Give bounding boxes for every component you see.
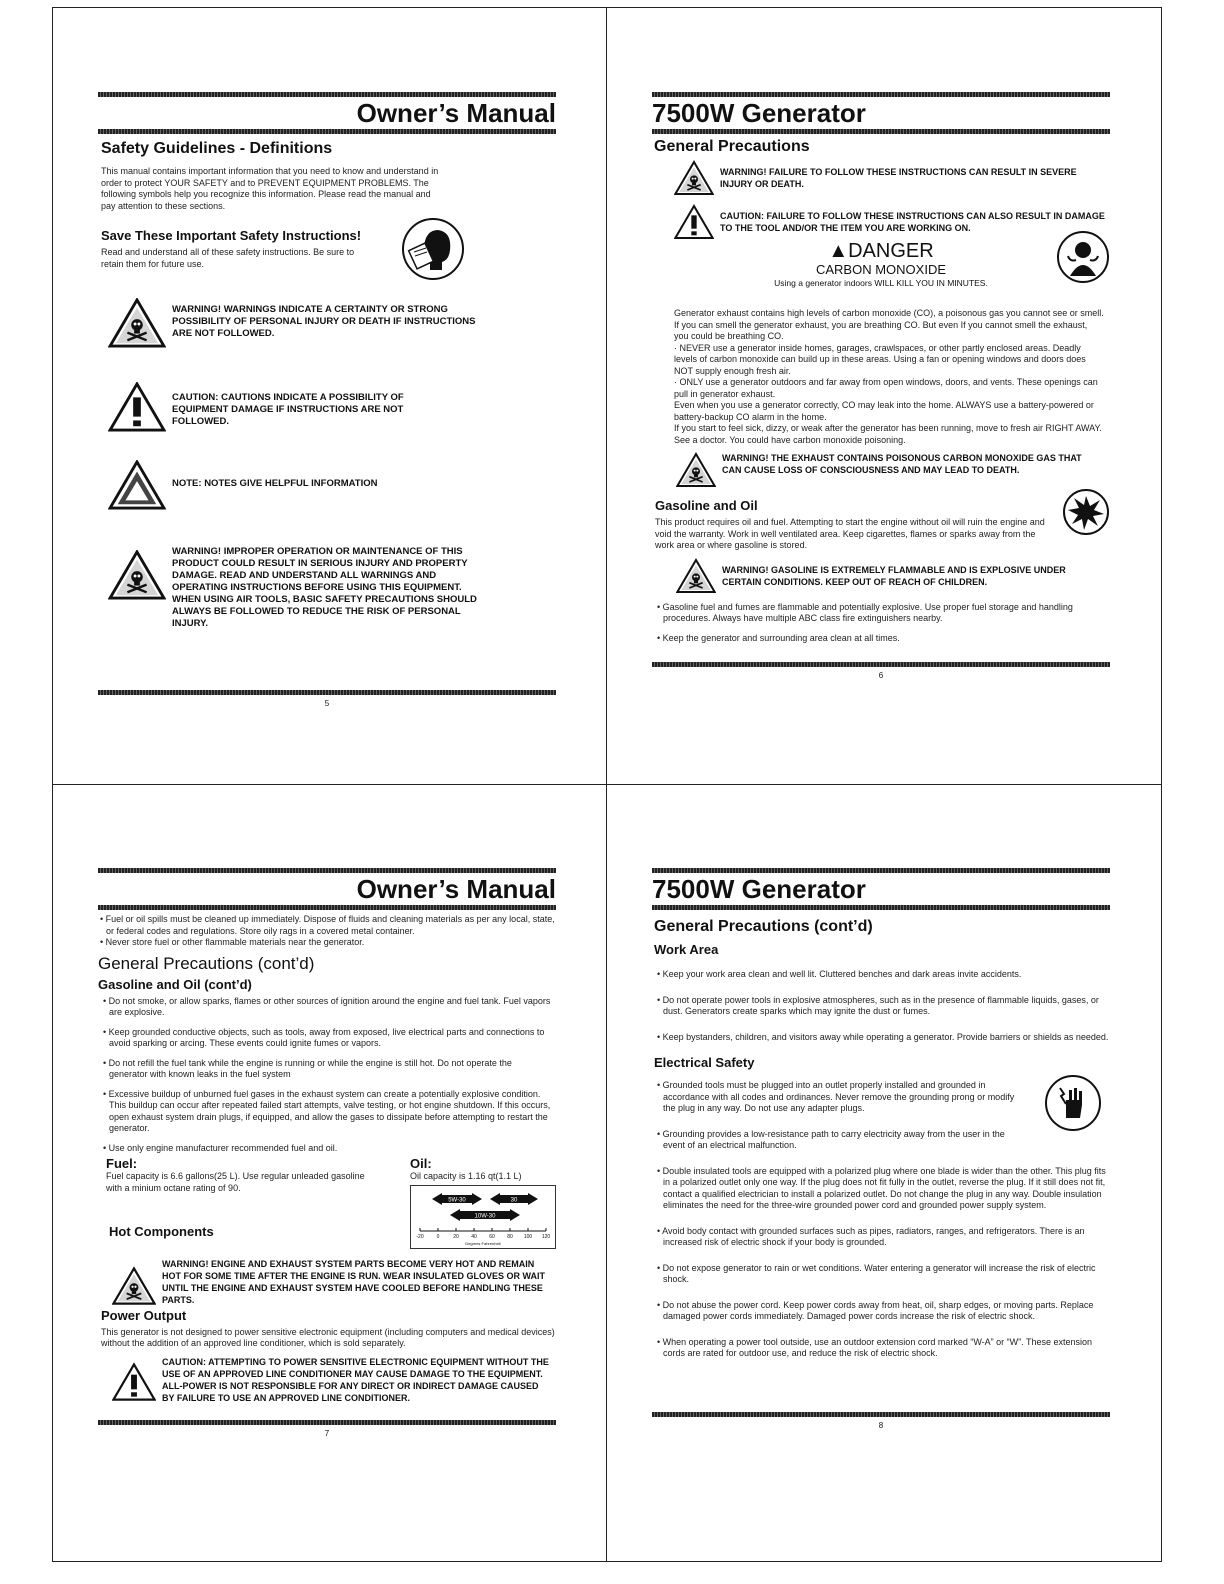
header-rule — [98, 868, 556, 873]
footer-rule — [98, 690, 556, 695]
list-item: • Do not expose generator to rain or wet conditions. Water entering a generator will increase the risk of electric shock. — [657, 1262, 1096, 1284]
warning-skull-icon — [112, 1266, 156, 1306]
page-header: Owner’s Manual — [356, 98, 556, 128]
warning-hot-components: WARNING! ENGINE AND EXHAUST SYSTEM PARTS BECOME VERY HOT AND REMAIN HOT FOR SOME TIME AFTER THE ENGINE IS RUN. WEAR INSULATED GLOVES OR WAIT UNTIL THE ENGINE AND EXHAUST SYSTEM HAVE COOLED BEFORE HANDLING THESE PARTS. — [112, 1258, 556, 1306]
warning-skull-icon — [108, 298, 166, 348]
co-paragraphs: Generator exhaust contains high levels of carbon monoxide (CO), a poisonous gas you cannot see or smell. If you can smell the generator exhaust, you are breathing CO. But even If you cannot smell the exhaust, you could be breathing CO. · NEVER use a generator inside homes, garages, crawlspaces, or other partly enclosed areas. Deadly levels of carbon monoxide can build up in these areas. Using a fan or opening windows and doors does NOT supply enough fresh air. · ONLY use a generator outdoors and far away from open windows, doors, and vents. These openings can pull in generator exhaust. Even when you use a generator correctly, CO may leak into the home. ALWAYS use a battery-powered or battery-backup CO alarm in the home. If you start to feel sick, dizzy, or weak after the generator has been running, move to fresh air RIGHT AWAY. See a doctor. You could have carbon monoxide poisoning. — [674, 308, 1104, 445]
oil-chart-tick-label: 80 — [507, 1233, 513, 1240]
oil-label: Oil: — [410, 1156, 432, 1171]
page-header: 7500W Generator — [652, 98, 866, 128]
power-output-title: Power Output — [101, 1307, 187, 1323]
explosion-icon — [1062, 488, 1110, 536]
page-6 — [652, 92, 1110, 680]
list-item: • Avoid body contact with grounded surfaces such as pipes, radiators, ranges, and refrigerators. There is an increased risk of electric shock if your body is grounded. — [657, 1225, 1085, 1247]
fuel-text: Fuel capacity is 6.6 gallons(25 L). Use regular unleaded gasoline with a minium octane rating of 90. — [106, 1171, 365, 1193]
page-header: Owner’s Manual — [356, 874, 556, 904]
list-item: • Never store fuel or other flammable materials near the generator. — [100, 937, 365, 947]
warning-skull-icon — [676, 452, 716, 488]
section-title: General Precautions — [654, 138, 810, 155]
oil-chart-tick-label: 0 — [436, 1233, 440, 1240]
page-7 — [98, 868, 556, 1438]
fuel-label: Fuel: — [106, 1156, 138, 1171]
oil-grade-label: 10W-30 — [474, 1213, 496, 1219]
caution-power: CAUTION: ATTEMPTING TO POWER SENSITIVE ELECTRONIC EQUIPMENT WITHOUT THE USE OF AN APPROVED LINE CONDITIONER MAY CAUSE DAMAGE TO THE EQUIPMENT. ALL-POWER IS NOT RESPONSIBLE FOR ANY DIRECT OR INDIRECT DAMAGE CAUSED BY FAILURE TO USE AN APPROVED LINE CONDITIONER. — [112, 1356, 556, 1404]
list-item: • Grounded tools must be plugged into an outlet properly installed and grounded in accordance with all codes and ordinances. Never remove the grounding prong or modify the plug in any way. Do not use any adapter plugs. — [657, 1080, 1015, 1113]
list-item: • Keep the generator and surrounding area clean at all times. — [657, 632, 900, 643]
caution-definition: CAUTION: CAUTIONS INDICATE A POSSIBILITY OF EQUIPMENT DAMAGE IF INSTRUCTIONS ARE NOT FOLLOWED. — [108, 382, 556, 432]
list-item: • Do not refill the fuel tank while the engine is running or while the engine is still hot. Do not operate the generator with known leaks in the fuel system — [103, 1057, 512, 1079]
caution-exclamation-icon — [674, 204, 714, 240]
gasoline-title: Gasoline and Oil (cont’d) — [98, 976, 252, 992]
reading-manual-icon — [400, 218, 466, 280]
danger-title: ▲DANGER — [828, 240, 934, 262]
list-item: • Excessive buildup of unburned fuel gases in the exhaust system can create a potentially explosive condition. This buildup can occur after repeated failed start attempts, valve testing, or hot engine shutdown. If this occurs, open exhaust system drain plugs, if equipped, and allow the gases to dissipate before attempting to restart the generator. — [103, 1088, 551, 1133]
list-item: • Use only engine manufacturer recommended fuel and oil. — [103, 1142, 338, 1153]
note-definition: NOTE: NOTES GIVE HELPFUL INFORMATION — [108, 460, 556, 510]
horizontal-divider — [52, 784, 1162, 785]
gasoline-title: Gasoline and Oil — [655, 498, 758, 513]
breathing-hazard-icon — [1056, 230, 1110, 284]
danger-line: Using a generator indoors WILL KILL YOU IN MINUTES. — [774, 278, 988, 288]
warning-skull-icon — [674, 160, 714, 196]
header-rule — [98, 905, 556, 910]
oil-grade-label: 5W-30 — [448, 1197, 466, 1203]
section-title: General Precautions (cont’d) — [654, 918, 873, 935]
footer-rule — [652, 662, 1110, 667]
oil-chart-tick-label: -20 — [416, 1233, 424, 1240]
header-rule — [652, 129, 1110, 134]
page-header: 7500W Generator — [652, 874, 866, 904]
note-triangle-icon — [108, 460, 166, 510]
page-number: 7 — [324, 1428, 330, 1438]
danger-subtitle: CARBON MONOXIDE — [815, 262, 946, 277]
page-5 — [98, 92, 556, 708]
oil-grade-label: 30 — [510, 1197, 518, 1203]
warning-gasoline: WARNING! GASOLINE IS EXTREMELY FLAMMABLE AND IS EXPLOSIVE UNDER CERTAIN CONDITIONS. KEEP OUT OF REACH OF CHILDREN. — [676, 558, 1110, 594]
alert-triangle-icon: ▲ — [828, 240, 849, 262]
caution-general: CAUTION: FAILURE TO FOLLOW THESE INSTRUCTIONS CAN ALSO RESULT IN DAMAGE TO THE TOOL AND/OR THE ITEM YOU ARE WORKING ON. — [674, 204, 1110, 240]
oil-chart-tick-label: 60 — [489, 1233, 495, 1240]
oil-text: Oil capacity is 1.16 qt(1.1 L) — [410, 1171, 522, 1181]
header-rule — [652, 868, 1110, 873]
oil-chart-tick-label: 40 — [471, 1233, 477, 1240]
page-number: 6 — [878, 671, 884, 680]
list-item: • Grounding provides a low-resistance path to carry electricity away from the user in the event of an electrical malfunction. — [657, 1128, 1005, 1150]
warning-definition: WARNING! WARNINGS INDICATE A CERTAINTY OR STRONG POSSIBILITY OF PERSONAL INJURY OR DEATH IF INSTRUCTIONS ARE NOT FOLLOWED. — [108, 298, 556, 348]
warning-improper-operation: WARNING! IMPROPER OPERATION OR MAINTENANCE OF THIS PRODUCT COULD RESULT IN SERIOUS INJURY AND PROPERTY DAMAGE. READ AND UNDERSTAND ALL WARNINGS AND OPERATING INSTRUCTIONS BEFORE USING THIS EQUIPMENT. WHEN USING AIR TOOLS, BASIC SAFETY PRECAUTIONS SHOULD ALWAYS BE FOLLOWED TO REDUCE THE RISK OF PERSONAL INJURY. — [108, 546, 556, 630]
caution-exclamation-icon — [112, 1362, 156, 1402]
warning-skull-icon — [108, 550, 166, 600]
header-rule — [652, 905, 1110, 910]
power-text: This generator is not designed to power sensitive electronic equipment (including computers and medical devices) without the addition of an approved line conditioner, which is sold separately. — [101, 1326, 555, 1348]
page-number: 5 — [324, 699, 330, 708]
warning-exhaust: WARNING! THE EXHAUST CONTAINS POISONOUS CARBON MONOXIDE GAS THAT CAN CAUSE LOSS OF CONSCIOUSNESS AND MAY LEAD TO DEATH. — [676, 452, 1110, 488]
header-rule — [98, 129, 556, 134]
page-number: 8 — [878, 1420, 884, 1430]
list-item: • Keep your work area clean and well lit. Cluttered benches and dark areas invite accidents. — [657, 969, 1022, 979]
list-item: • When operating a power tool outside, use an outdoor extension cord marked “W-A” or “W”. These extension cords are rated for outdoor use, and reduce the risk of electric shock. — [657, 1336, 1093, 1358]
save-title: Save These Important Safety Instructions! — [101, 228, 362, 243]
list-item: • Do not smoke, or allow sparks, flames or other sources of ignition around the engine and fuel tank. Fuel vapors are explosive. — [103, 995, 551, 1017]
section-title: General Precautions (cont’d) — [98, 953, 315, 973]
footer-rule — [652, 1412, 1110, 1417]
save-text: Read and understand all of these safety instructions. Be sure to retain them for future use. — [101, 247, 355, 269]
intro-text: This manual contains important information that you need to know and understand in order to protect YOUR SAFETY and to PREVENT EQUIPMENT PROBLEMS. The following symbols help you recognize this information. Please read the manual and pay attention to these sections. — [101, 166, 439, 211]
header-rule — [98, 92, 556, 97]
list-item: • Keep bystanders, children, and visitors away while operating a generator. Provide barriers or shields as needed. — [657, 1031, 1109, 1042]
list-item: • Fuel or oil spills must be cleaned up immediately. Dispose of fluids and cleaning materials as per any local, state, or federal codes and regulations. Store oily rags in a covered metal container. — [100, 914, 555, 936]
gasoline-text: This product requires oil and fuel. Attempting to start the engine without oil will ruin the engine and void the warranty. Work in well ventilated area. Keep cigarettes, flames or sparks away from the work area or where gasoline is stored. — [655, 517, 1045, 550]
list-item: • Gasoline fuel and fumes are flammable and potentially explosive. Use proper fuel storage and handling procedures. Always have multiple ABC class fire extinguishers nearby. — [657, 601, 1073, 623]
electric-shock-icon — [1044, 1074, 1102, 1132]
caution-exclamation-icon — [108, 382, 166, 432]
oil-chart-axis-label: Degrees Fahrenheit — [465, 1240, 501, 1246]
warning-general: WARNING! FAILURE TO FOLLOW THESE INSTRUCTIONS CAN RESULT IN SEVERE INJURY OR DEATH. — [674, 160, 1110, 196]
oil-viscosity-chart — [410, 1185, 556, 1249]
list-item: • Keep grounded conductive objects, such as tools, away from exposed, live electrical parts and connections to avoid sparking or arcing. These events could ignite fumes or vapors. — [103, 1026, 545, 1048]
page-8 — [652, 868, 1110, 1430]
list-item: • Do not operate power tools in explosive atmospheres, such as in the presence of flammable liquids, gases, or dust. Generators create sparks which may ignite the dust or fumes. — [657, 994, 1099, 1016]
oil-chart-tick-label: 100 — [523, 1233, 533, 1240]
header-rule — [652, 92, 1110, 97]
warning-skull-icon — [676, 558, 716, 594]
oil-chart-tick-label: 20 — [453, 1233, 459, 1240]
section-title: Safety Guidelines - Definitions — [101, 140, 333, 157]
list-item: • Do not abuse the power cord. Keep power cords away from heat, oil, sharp edges, or moving parts. Replace damaged power cords immediately. Damaged power cords increase the risk of electric shock. — [657, 1299, 1094, 1321]
electrical-safety-title: Electrical Safety — [654, 1055, 755, 1070]
work-area-title: Work Area — [654, 942, 719, 957]
footer-rule — [98, 1420, 556, 1425]
hot-components-title: Hot Components — [109, 1224, 214, 1239]
oil-chart-tick-label: 120 — [541, 1233, 551, 1240]
list-item: • Double insulated tools are equipped with a polarized plug where one blade is wider than the other. This plug fits in a polarized outlet only one way. If the plug does not fit fully in the outlet, reverse the plug. If it still does not fit, contact a qualified electrician to install a polarized outlet. Do not change the plug in any way. Double insulation eliminates the need for the three-wire grounded power cord and grounded power supply system. — [657, 1165, 1106, 1210]
